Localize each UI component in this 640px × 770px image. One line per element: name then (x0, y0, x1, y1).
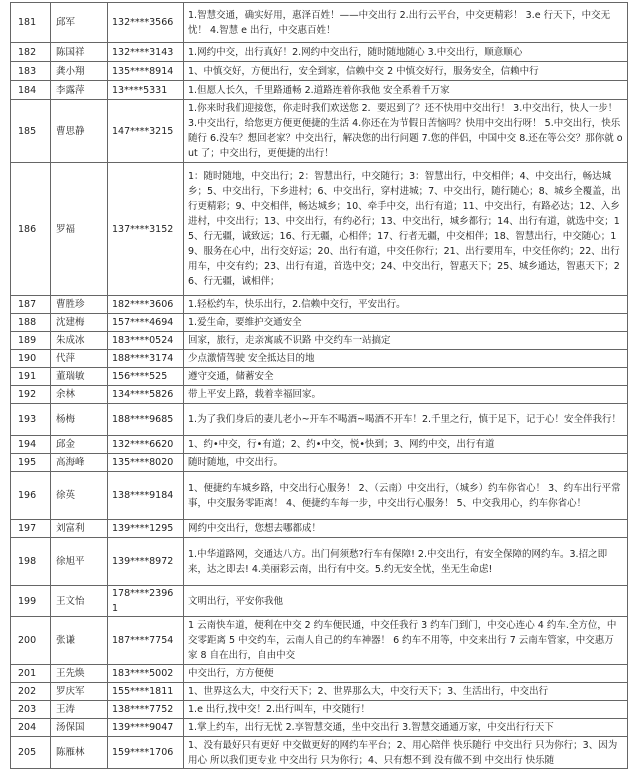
slogan-text: 1.掌上约车，出行无忧 2.享智慧交通，坐中交出行 3.智慧交通通万家，中交出行行天下 (184, 719, 628, 737)
person-name: 高海峰 (51, 454, 108, 472)
row-number: 193 (11, 404, 51, 436)
row-number: 183 (11, 62, 51, 81)
row-number: 197 (11, 520, 51, 538)
table-row (11, 683, 628, 701)
person-name: 邱金 (51, 436, 108, 454)
row-number: 181 (11, 3, 51, 43)
row-number: 196 (11, 472, 51, 520)
person-name: 张谦 (51, 617, 108, 665)
slogan-text: 带上平安上路，载着幸福回家。 (184, 386, 628, 404)
slogan-text: 1、中慎交好，方便出行，安全到家，信赖中交 2 中慎交好行，服务安全，信赖中行 (184, 62, 628, 81)
row-number: 192 (11, 386, 51, 404)
table-row (11, 520, 628, 538)
phone-number: 132****3566 (108, 3, 184, 43)
phone-number: 139****9047 (108, 719, 184, 737)
table-row (11, 701, 628, 719)
table-row (11, 3, 628, 43)
person-name: 王文怡 (51, 586, 108, 617)
slogan-text: 随时随地，中交出行。 (184, 454, 628, 472)
phone-number: 132****6620 (108, 436, 184, 454)
table-row (11, 617, 628, 665)
slogan-text: 1.e 出行,找中交！2.出行叫车，中交随行！ (184, 701, 628, 719)
person-name: 余林 (51, 386, 108, 404)
slogan-text: 1.爱生命，要维护交通安全 (184, 314, 628, 332)
phone-number: 159****1706 (108, 737, 184, 769)
phone-number: 183****5002 (108, 665, 184, 683)
table-row (11, 586, 628, 617)
person-name: 曹思静 (51, 100, 108, 163)
slogan-text: 中交出行，方方便便 (184, 665, 628, 683)
phone-number: 157****4694 (108, 314, 184, 332)
person-name: 曹胜珍 (51, 296, 108, 314)
table-row (11, 472, 628, 520)
person-name: 李露萍 (51, 81, 108, 100)
row-number: 203 (11, 701, 51, 719)
person-name: 代萍 (51, 350, 108, 368)
row-number: 184 (11, 81, 51, 100)
table-row (11, 436, 628, 454)
phone-number: 155****1811 (108, 683, 184, 701)
slogan-table (10, 2, 628, 769)
phone-number: 147****3215 (108, 100, 184, 163)
slogan-text: 遵守交通，储蓄安全 (184, 368, 628, 386)
row-number: 191 (11, 368, 51, 386)
person-name: 王先焕 (51, 665, 108, 683)
row-number: 194 (11, 436, 51, 454)
phone-number: 135****8914 (108, 62, 184, 81)
row-number: 198 (11, 538, 51, 586)
slogan-text: 回家，旅行，走亲寓戚不识路 中交约车一站搞定 (184, 332, 628, 350)
person-name: 徐旭平 (51, 538, 108, 586)
slogan-text: 网约中交出行，您想去哪都成！ (184, 520, 628, 538)
table-row (11, 100, 628, 163)
table-row (11, 296, 628, 314)
slogan-text: 1 云南快车道，便利在中交 2 约车便民通，中交任我行 3 约车门到门，中交心连心 4 约车.全方位，中交零距离 5 中交约车，云南人自己的约车神器！ 6 约车不用等，中交来出行 7 云南车管家，中交惠万家 8 自在出行，自由中交 (184, 617, 628, 665)
person-name: 杨梅 (51, 404, 108, 436)
row-number: 204 (11, 719, 51, 737)
person-name: 刘富利 (51, 520, 108, 538)
person-name: 龚小翔 (51, 62, 108, 81)
person-name: 徐英 (51, 472, 108, 520)
table-row (11, 665, 628, 683)
person-name: 陈雁林 (51, 737, 108, 769)
row-number: 182 (11, 43, 51, 62)
row-number: 195 (11, 454, 51, 472)
table-row (11, 350, 628, 368)
phone-number: 188****9685 (108, 404, 184, 436)
row-number: 187 (11, 296, 51, 314)
slogan-text: 1.网约中交，出行真好！2.网约中交出行，随时随地随心 3.中交出行，顺意顺心 (184, 43, 628, 62)
slogan-text: 1：随时随地，中交出行；2：智慧出行，中交随行；3：智慧出行，中交相伴；4、中交出行，畅达城乡；5、中交出行，下乡进村；6、中交出行，穿村进城；7、中交出行，随行随心；8、城乡全覆盖，出行更精彩；9、中交相伴，畅达城乡；10、牵手中交，出行有道；11、中交出行，有路必达；12、入乡进村，中交出行；13、中交出行，有约必行；13、中交出行，城乡都行；14、出行有道，就选中交；15、行无疆，诚致远；16、行无疆，心相伴；17、行者无疆，中交相伴；18、智慧出行，中交随心；19、服务在心中，出行交好运；20、出行有道，中交任你行；21、出行要用车，中交任你约；22、出行用车，中交有约；23、出行有道，首选中交；24、中交出行，智惠天下；25、城乡通达，智惠天下；26、行无疆，诚相伴； (184, 163, 628, 296)
person-name: 罗庆军 (51, 683, 108, 701)
phone-number: 138****7752 (108, 701, 184, 719)
phone-number: 13****5331 (108, 81, 184, 100)
slogan-text: 1、便捷约车城乡路，中交出行心服务！ 2、（云南）中交出行，（城乡）约车你省心！ 3、约车出行平常事，中交服务零距离！ 4、便捷约车每一步，中交出行心服务！ 5、中交我用心，约车你省心！ (184, 472, 628, 520)
person-name: 汤保国 (51, 719, 108, 737)
person-name: 陈国祥 (51, 43, 108, 62)
slogan-text: 1.智慧交通，确实好用，惠泽百姓！——中交出行 2.出行云平台，中交更精彩！ 3.e 行天下，中交无忧！ 4.智慧 e 出行，中交惠百姓！ (184, 3, 628, 43)
row-number: 205 (11, 737, 51, 769)
table-row (11, 368, 628, 386)
slogan-text: 1.为了我们身后的妻儿老小~开车不喝酒~喝酒不开车！2.千里之行，慎于足下，记于心！安全伴我行！ (184, 404, 628, 436)
table-row (11, 163, 628, 296)
row-number: 200 (11, 617, 51, 665)
row-number: 199 (11, 586, 51, 617)
row-number: 202 (11, 683, 51, 701)
phone-number: 139****1295 (108, 520, 184, 538)
person-name: 王涛 (51, 701, 108, 719)
table-row (11, 81, 628, 100)
table-row (11, 737, 628, 769)
person-name: 朱成冰 (51, 332, 108, 350)
person-name: 邱军 (51, 3, 108, 43)
slogan-text: 1、没有最好只有更好 中交做更好的网约车平台；2、用心陪伴 快乐随行 中交出行 只为你行；3、因为用心 所以我们更专业 中交出行 只为你行；4、只有想不到 没有做不到 中交出行 快乐随 (184, 737, 628, 769)
table-row (11, 404, 628, 436)
slogan-text: 文明出行，平安你我他 (184, 586, 628, 617)
phone-number: 183****0524 (108, 332, 184, 350)
slogan-text: 少点激情驾驶 安全抵达目的地 (184, 350, 628, 368)
phone-number: 134****5826 (108, 386, 184, 404)
row-number: 189 (11, 332, 51, 350)
phone-number: 137****3152 (108, 163, 184, 296)
person-name: 沈建梅 (51, 314, 108, 332)
phone-number: 139****8972 (108, 538, 184, 586)
table-row (11, 62, 628, 81)
phone-number: 188****3174 (108, 350, 184, 368)
phone-number: 187****7754 (108, 617, 184, 665)
person-name: 罗福 (51, 163, 108, 296)
phone-number: 132****3143 (108, 43, 184, 62)
phone-number: 138****9184 (108, 472, 184, 520)
slogan-text: 1、约•中交，行•有道；2、约•中交，悦•快到；3、网约中交，出行有道 (184, 436, 628, 454)
phone-number: 182****3606 (108, 296, 184, 314)
row-number: 201 (11, 665, 51, 683)
table-row (11, 454, 628, 472)
phone-number: 135****8020 (108, 454, 184, 472)
phone-number: 156****525 (108, 368, 184, 386)
table-row (11, 386, 628, 404)
row-number: 190 (11, 350, 51, 368)
table-row (11, 538, 628, 586)
slogan-text: 1、世界这么大，中交行天下；2、世界那么大，中交行天下；3、生活出行，中交出行 (184, 683, 628, 701)
row-number: 186 (11, 163, 51, 296)
slogan-table-body (11, 3, 628, 769)
table-row (11, 332, 628, 350)
table-row (11, 314, 628, 332)
slogan-text: 1.但愿人长久，千里路通畅 2.道路连着你我他 安全系着千万家 (184, 81, 628, 100)
slogan-text: 1.中华道路网，交通达八方。出门何须愁?行车有保障! 2.中交出行，有安全保障的网约车。3.招之即来，达之即去! 4.美丽彩云南，出行有中交。5.约无安全忧，坐无生命虑! (184, 538, 628, 586)
table-row (11, 43, 628, 62)
slogan-text: 1.你来时我们迎接您，你走时我们欢送您 2．要迟到了？还不快用中交出行！ 3.中交出行，快人一步！ 3.中交出行，给您更方便更便捷的生活 4.你还在为节假日苦恼吗？快用中交出行呀！ 5.中交出行，快乐随行 6.没车？想回老家？中交出行，解决您的出行问题 7.您的伴侣，中国中交 8.还在等公交？那你就 out 了；中交出行，更便捷的出行！ (184, 100, 628, 163)
row-number: 185 (11, 100, 51, 163)
phone-number: 178****23961 (108, 586, 184, 617)
table-row (11, 719, 628, 737)
person-name: 董瑞敏 (51, 368, 108, 386)
slogan-text: 1.轻松约车，快乐出行，2.信赖中交行，平安出行。 (184, 296, 628, 314)
row-number: 188 (11, 314, 51, 332)
